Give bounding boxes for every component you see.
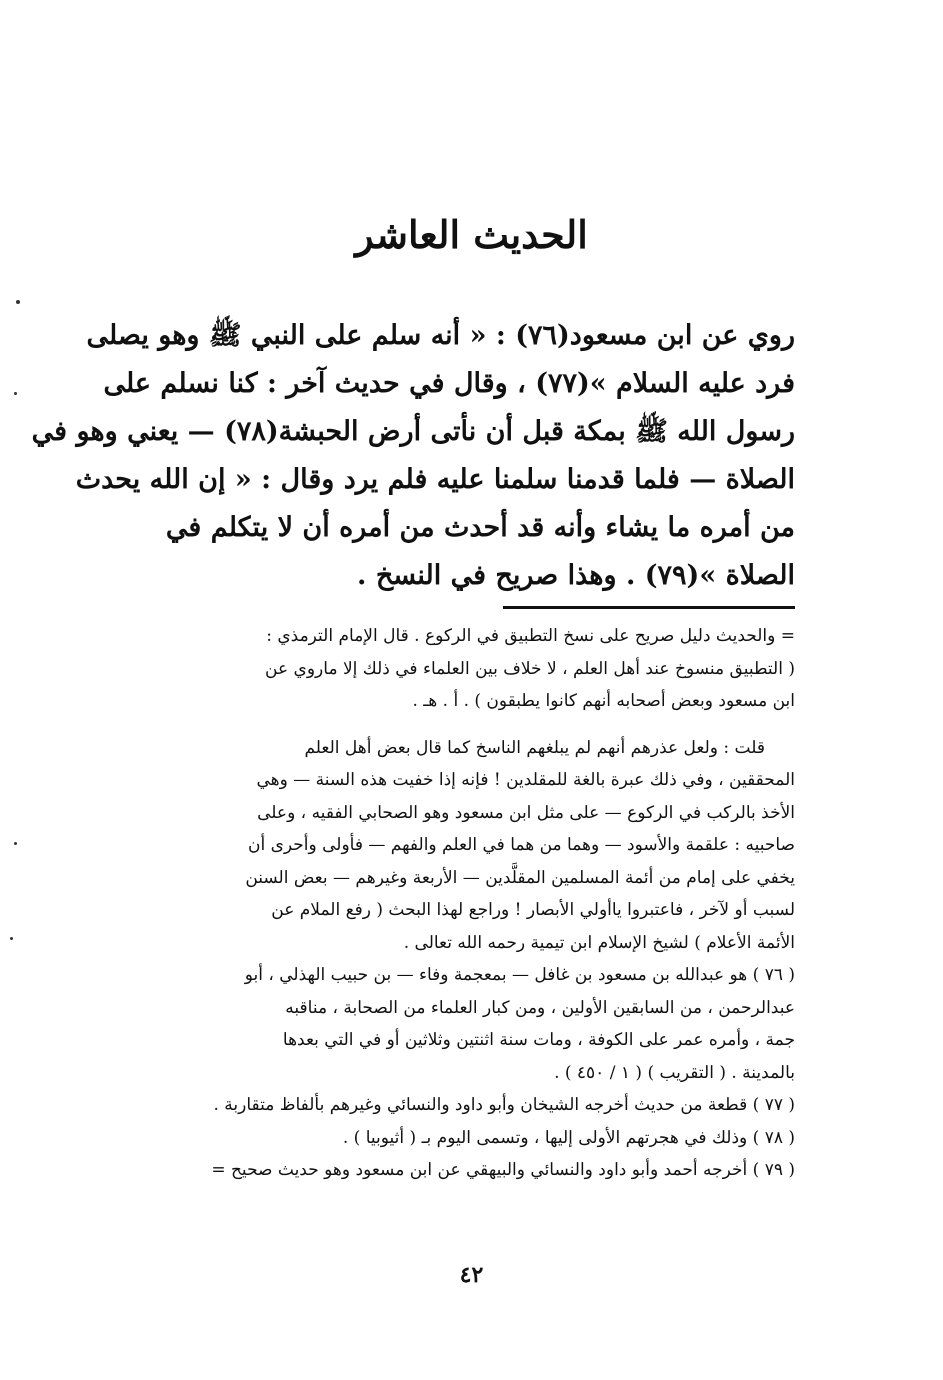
main-line: رسول الله ﷺ بمكة قبل أن نأتى أرض الحبشة(٧٨) — يعني وهو في	[31, 416, 795, 447]
main-line: الصلاة »(٧٩) . وهذا صريح في النسخ .	[357, 560, 795, 591]
footnote-76-line: بالمدينة . ( التقريب ) ( ١ / ٤٥٠ ) .	[554, 1062, 795, 1083]
footnote-79: ( ٧٩ ) أخرجه أحمد وأبو داود والنسائي والبيهقي عن ابن مسعود وهو حديث صحيح =	[211, 1160, 795, 1180]
main-line: فرد عليه السلام »(٧٧) ، وقال في حديث آخر : كنا نسلم على	[103, 368, 795, 399]
note-line: لسبب أو لآخر ، فاعتبروا ياأولي الأبصار ! وراجع لهذا البحث ( رفع الملام عن	[271, 900, 795, 920]
note-line: ابن مسعود وبعض أصحابه أنهم كانوا يطبقون ) . أ . هـ .	[412, 691, 795, 711]
note-line: الأخذ بالركب في الركوع — على مثل ابن مسعود وهو الصحابي الفقيه ، وعلى	[257, 802, 795, 823]
note-line: يخفي على إمام من أئمة المسلمين المقلَّدين — الأربعة وغيرهم — بعض السنن	[245, 867, 795, 888]
scan-speck	[14, 842, 17, 845]
footnote-76-line: جمة ، وأمره عمر على الكوفة ، ومات سنة اثنتين وثلاثين أو في التي بعدها	[282, 1030, 795, 1050]
main-hadith-text	[31, 312, 795, 600]
footnotes-section	[129, 620, 795, 1187]
scan-speck	[14, 392, 17, 395]
note-line: صاحبيه : علقمة والأسود — وهما من هما في العلم والفهم — فأولى وأحرى أن	[247, 835, 795, 855]
main-line: من أمره ما يشاء وأنه قد أحدث من أمره أن لا يتكلم في	[165, 512, 795, 543]
note-line: المحققين ، وفي ذلك عبرة بالغة للمقلدين ! فإنه إذا خفيت هذه السنة — وهي	[256, 770, 795, 790]
paragraph-gap	[129, 718, 795, 732]
note-line: ( التطبيق منسوخ عند أهل العلم ، لا خلاف بين العلماء في ذلك إلا ماروي عن	[265, 658, 795, 679]
footnote-76-line: ( ٧٦ ) هو عبدالله بن مسعود بن غافل — بمعجمة وفاء — بن حبيب الهذلي ، أبو	[244, 965, 795, 985]
footnote-77: ( ٧٧ ) قطعة من حديث أخرجه الشيخان وأبو داود والنسائي وغيرهم بألفاظ متقاربة .	[213, 1095, 795, 1115]
footnote-76-line: عبدالرحمن ، من السابقين الأولين ، ومن كبار العلماء من الصحابة ، مناقبه	[285, 997, 795, 1018]
main-line: الصلاة — فلما قدمنا سلمنا عليه فلم يرد وقال : « إن الله يحدث	[75, 464, 795, 495]
scan-speck	[10, 937, 13, 940]
page-number: ٤٢	[459, 1262, 484, 1288]
chapter-title: الحديث العاشر	[355, 212, 588, 257]
note-line: = والحديث دليل صريح على نسخ التطبيق في الركوع . قال الإمام الترمذي :	[266, 626, 795, 646]
footnote-78: ( ٧٨ ) وذلك في هجرتهم الأولى إليها ، وتسمى اليوم بـ ( أثيوبيا ) .	[342, 1127, 795, 1148]
footnote-separator	[503, 606, 795, 609]
scan-speck	[16, 300, 20, 304]
note-line: الأئمة الأعلام ) لشيخ الإسلام ابن تيمية رحمه الله تعالى .	[403, 932, 795, 953]
note-line: قلت : ولعل عذرهم أنهم لم يبلغهم الناسخ كما قال بعض أهل العلم	[304, 737, 765, 758]
main-line: روي عن ابن مسعود(٧٦) : « أنه سلم على النبي ﷺ وهو يصلى	[86, 320, 795, 351]
